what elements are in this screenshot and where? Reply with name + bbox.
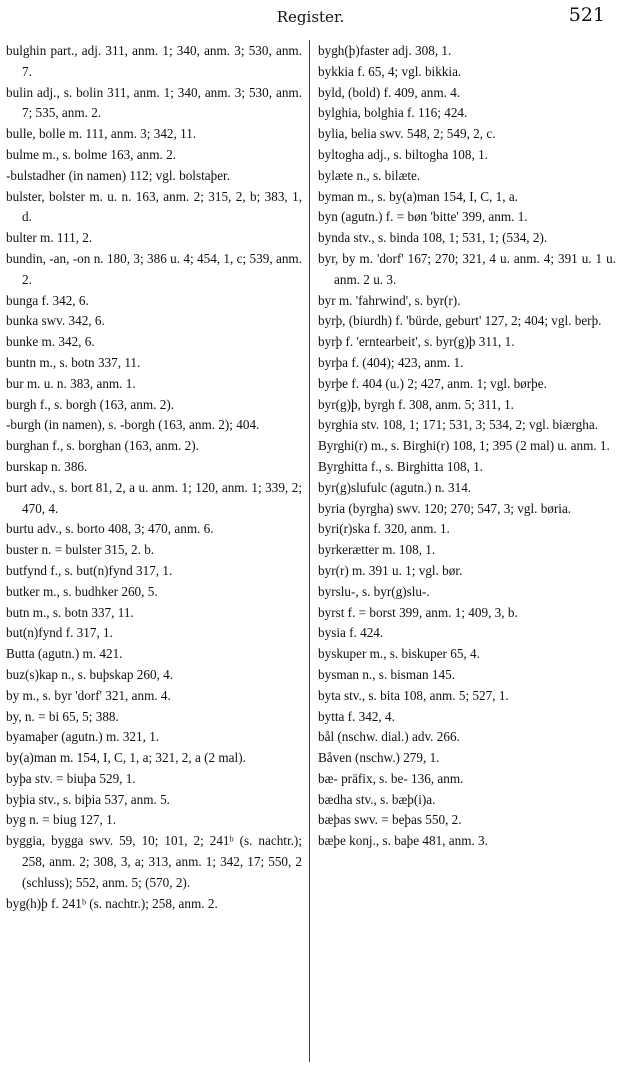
index-entry: byþa stv. = biuþa 529, 1. — [6, 770, 136, 786]
index-entry: burt adv., s. bort 81, 2, a u. anm. 1; 120, anm. 1; 339, 2; 470, 4. — [6, 479, 302, 516]
index-entry: butfynd f., s. but(n)fynd 317, 1. — [6, 562, 173, 578]
index-entry: byta stv., s. bita 108, anm. 5; 527, 1. — [318, 687, 509, 703]
index-entry: bysman n., s. bisman 145. — [318, 666, 456, 682]
right-column — [318, 41, 616, 852]
index-entry: burgh f., s. borgh (163, anm. 2). — [6, 396, 175, 412]
index-entry: by(a)man m. 154, I, C, 1, a; 321, 2, a (2 mal). — [6, 750, 246, 766]
page-number: 521 — [568, 4, 605, 26]
index-entry: bunga f. 342, 6. — [6, 292, 89, 308]
index-entry: Byrghitta f., s. Birghitta 108, 1. — [318, 458, 484, 474]
index-entry: but(n)fynd f. 317, 1. — [6, 625, 113, 641]
index-entry: -bulstadher (in namen) 112; vgl. bolstaþer. — [6, 167, 231, 183]
index-entry: bynda stv., s. binda 108, 1; 531, 1; (534, 2). — [318, 230, 548, 246]
column-divider — [309, 40, 310, 1062]
index-entry: bylghia, bolghia f. 116; 424. — [318, 105, 468, 121]
index-entry: bur m. u. n. 383, anm. 1. — [6, 375, 136, 391]
index-entry: buz(s)kap n., s. buþskap 260, 4. — [6, 666, 174, 682]
index-entry: butn m., s. botn 337, 11. — [6, 604, 134, 620]
index-entry: byria (byrgha) swv. 120; 270; 547, 3; vgl. børia. — [318, 500, 572, 516]
index-entry: bædha stv., s. bæþ(i)a. — [318, 791, 436, 807]
index-entry: burtu adv., s. borto 408, 3; 470, anm. 6. — [6, 521, 214, 537]
index-entry: bulghin part., adj. 311, anm. 1; 340, anm. 3; 530, anm. 7. — [6, 43, 302, 79]
index-entry: bunka swv. 342, 6. — [6, 313, 105, 329]
left-column — [6, 41, 302, 914]
index-entry: byrþe f. 404 (u.) 2; 427, anm. 1; vgl. børþe. — [318, 375, 547, 391]
index-entry: byrþ f. 'erntearbeit', s. byr(g)þ 311, 1. — [318, 334, 515, 350]
index-entry: byrþ, (biurdh) f. 'bürde, geburt' 127, 2; 404; vgl. berþ. — [318, 313, 602, 329]
index-entry: bylia, belia swv. 548, 2; 549, 2, c. — [318, 126, 496, 142]
index-entry: Byrghi(r) m., s. Birghi(r) 108, 1; 395 (2 mal) u. anm. 1. — [318, 438, 610, 454]
index-entry: bunke m. 342, 6. — [6, 334, 95, 350]
index-entry: bundin, -an, -on n. 180, 3; 386 u. 4; 454, 1, c; 539, anm. 2. — [6, 250, 302, 287]
index-entry: byrghia stv. 108, 1; 171; 531, 3; 534, 2; vgl. biærgha. — [318, 417, 598, 433]
index-entry: bulle, bolle m. 111, anm. 3; 342, 11. — [6, 126, 197, 142]
index-entry: bæþas swv. = beþas 550, 2. — [318, 812, 462, 828]
index-entry: byamaþer (agutn.) m. 321, 1. — [6, 729, 160, 745]
running-title: Register. — [276, 8, 345, 26]
index-entry: bulme m., s. bolme 163, anm. 2. — [6, 146, 176, 162]
index-entry: byr, by m. 'dorf' 167; 270; 321, 4 u. anm. 4; 391 u. 1 u. anm. 2 u. 3. — [318, 250, 616, 287]
index-entry: bygh(þ)faster adj. 308, 1. — [318, 43, 452, 58]
index-entry: byr(g)slufulc (agutn.) n. 314. — [318, 479, 472, 495]
index-entry: burskap n. 386. — [6, 458, 88, 474]
index-entry: bulin adj., s. bolin 311, anm. 1; 340, anm. 3; 530, anm. 7; 535, anm. 2. — [6, 84, 302, 121]
index-entry: bytta f. 342, 4. — [318, 708, 395, 724]
index-entry: bål (nschw. dial.) adv. 266. — [318, 729, 460, 745]
index-entry: -burgh (in namen), s. -borgh (163, anm. 2); 404. — [6, 417, 260, 433]
index-entry: Butta (agutn.) m. 421. — [6, 646, 123, 662]
index-entry: byr(g)þ, byrgh f. 308, anm. 5; 311, 1. — [318, 396, 514, 412]
index-entry: Båven (nschw.) 279, 1. — [318, 750, 440, 766]
index-entry: byg n. = biug 127, 1. — [6, 812, 117, 828]
index-entry: byggia, bygga swv. 59, 10; 101, 2; 241ᵇ (s. nachtr.); 258, anm. 2; 308, 3, a; 313, anm. 1; 342, 17; 550, 2 (schluss); 552, anm. 5; (570, 2). — [6, 833, 302, 890]
index-entry: bysia f. 424. — [318, 625, 384, 641]
index-entry: bylæte n., s. bilæte. — [318, 167, 421, 183]
index-entry: byrþa f. (404); 423, anm. 1. — [318, 354, 464, 370]
index-entry: byr m. 'fahrwind', s. byr(r). — [318, 292, 461, 308]
index-entry: byld, (bold) f. 409, anm. 4. — [318, 84, 461, 100]
index-entry: bulster, bolster m. u. n. 163, anm. 2; 315, 2, b; 383, 1, d. — [6, 188, 302, 225]
index-entry: byþia stv., s. biþia 537, anm. 5. — [6, 791, 170, 807]
index-entry: buntn m., s. botn 337, 11. — [6, 354, 141, 370]
index-entry: burghan f., s. borghan (163, anm. 2). — [6, 438, 199, 454]
index-entry: by, n. = bi 65, 5; 388. — [6, 708, 119, 724]
index-entry: byman m., s. by(a)man 154, I, C, 1, a. — [318, 188, 518, 204]
index-entry: byskuper m., s. biskuper 65, 4. — [318, 646, 480, 662]
index-entry: byri(r)ska f. 320, anm. 1. — [318, 521, 450, 537]
index-entry: byn (agutn.) f. = bøn 'bitte' 399, anm. 1. — [318, 209, 528, 225]
index-entry: byr(r) m. 391 u. 1; vgl. bør. — [318, 562, 463, 578]
index-entry: bulter m. 111, 2. — [6, 230, 93, 246]
index-entry: bæ- präfix, s. be- 136, anm. — [318, 770, 464, 786]
index-entry: byrst f. = borst 399, anm. 1; 409, 3, b. — [318, 604, 518, 620]
page-header — [0, 4, 621, 30]
index-entry: buster n. = bulster 315, 2. b. — [6, 542, 155, 558]
index-entry: byg(h)þ f. 241ᵇ (s. nachtr.); 258, anm. 2. — [6, 895, 218, 911]
index-entry: by m., s. byr 'dorf' 321, anm. 4. — [6, 687, 171, 703]
index-entry: butker m., s. budhker 260, 5. — [6, 583, 158, 599]
index-entry: byltogha adj., s. biltogha 108, 1. — [318, 146, 488, 162]
index-entry: bykkia f. 65, 4; vgl. bikkia. — [318, 63, 462, 79]
index-entry: bæþe konj., s. baþe 481, anm. 3. — [318, 833, 488, 849]
index-entry: byrslu-, s. byr(g)slu-. — [318, 583, 430, 599]
index-entry: byrkerætter m. 108, 1. — [318, 542, 436, 558]
